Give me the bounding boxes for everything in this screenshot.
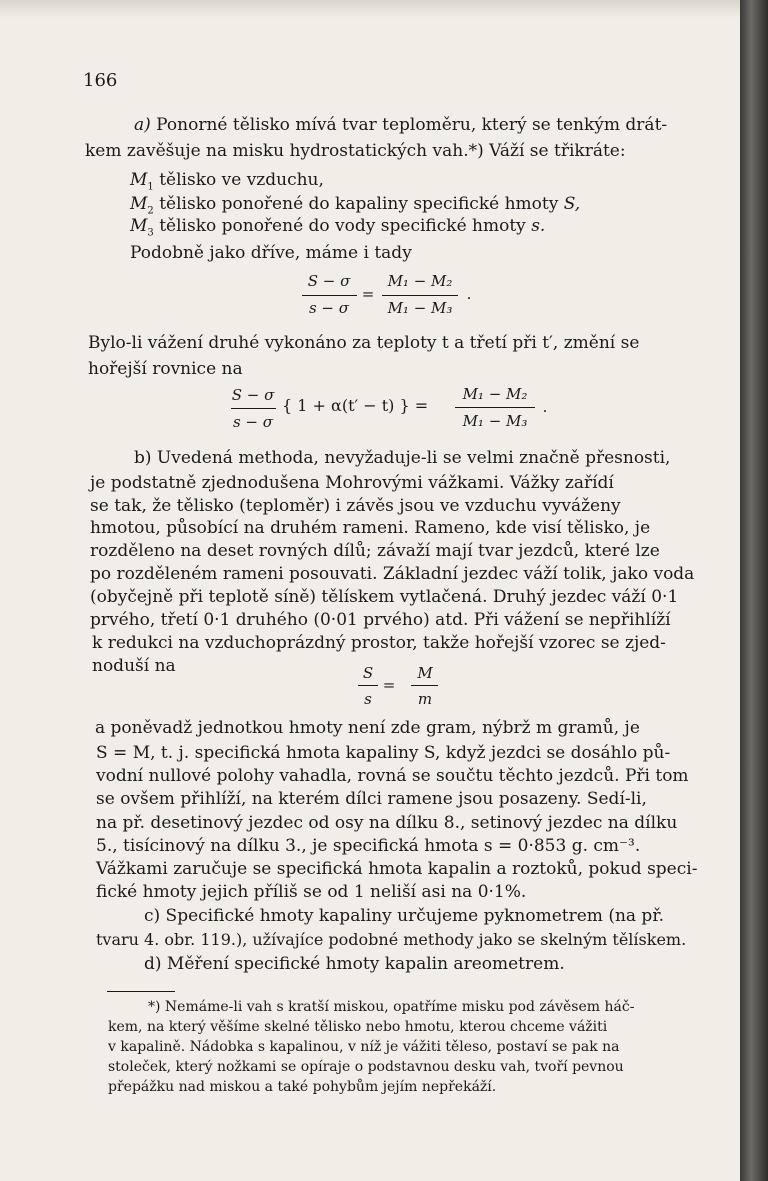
- para2-line-1: Bylo-li vážení druhé vykonáno za teploty t a třetí při t′, změní se: [88, 333, 640, 353]
- para-b-line-2: je podstatně zjednodušena Mohrovými vážkami. Vážky zařídí: [90, 473, 614, 493]
- footnote-rule: [107, 991, 175, 992]
- eq1-period: .: [466, 285, 472, 303]
- eq2-left-numerator: S − σ: [231, 386, 275, 404]
- measurement-m3: $M_3$ tělisko ponořené do vody specifické hmoty s.: [130, 216, 546, 239]
- eq1-right-numerator: M₁ − M₂: [387, 272, 453, 290]
- para-c1-line-3: vodní nullové polohy vahadla, rovná se součtu těchto jezdců. Při tom: [96, 766, 689, 786]
- eq3-right-numerator: M: [417, 664, 433, 682]
- para-c-line-1: c) Specifické hmoty kapaliny určujeme pyknometrem (na př.: [144, 906, 664, 926]
- para-c1-line-2: S = M, t. j. specifická hmota kapaliny S, když jezdci se dosáhlo pů-: [96, 743, 671, 763]
- page-edge-shadow: [740, 0, 768, 1181]
- eq1-right-bar: [382, 295, 458, 296]
- para-b-line-9: k redukci na vzduchoprázdný prostor, takže hořejší vzorec se zjed-: [92, 633, 666, 653]
- footnote-line-4: stoleček, který nožkami se opírajе o podstavnou desku vah, tvoří pevnou: [108, 1059, 624, 1075]
- para-b-line-4: hmotou, působící na druhém rameni. Rameno, kde visí tělisko, je: [90, 518, 651, 538]
- intro-line: Podobně jako dříve, máme i tady: [130, 243, 412, 263]
- eq3-left-denominator: s: [364, 690, 372, 708]
- para-a-line-1: a) Ponorné tělisko mívá tvar teploměru, který se tenkým drát-: [134, 115, 668, 135]
- footnote-line-1: *) Nemáme-li vah s kratší miskou, opatříme misku pod závěsem háč-: [148, 999, 635, 1015]
- page-top-shadow: [0, 0, 740, 18]
- para-c1-line-4: se ovšem přihlíží, na kterém dílci ramene jsou posazeny. Sedí-li,: [96, 789, 647, 809]
- eq2-right-denominator: M₁ − M₃: [462, 412, 528, 430]
- page-number: 166: [83, 70, 118, 91]
- para-c1-line-5: na př. desetinový jezdec od osy na dílku 8., setinový jezdec na dílku: [96, 813, 678, 833]
- para-b-line-6: po rozděleném rameni posouvati. Základní jezdec váží tolik, jako voda: [90, 564, 695, 584]
- eq2-left-bar: [231, 408, 276, 409]
- para-c1-line-6: 5., tisícinový na dílku 3., je specifická hmota s = 0·853 g. cm⁻³.: [96, 836, 641, 856]
- para-b-line-5: rozděleno na deset rovných dílů; závaží mají tvar jezdců, které lze: [90, 541, 660, 561]
- eq2-right-bar: [455, 407, 535, 408]
- eq1-equals: =: [361, 285, 375, 303]
- para-b-line-7: (obyčejně při teplotě síně) tělískem vytlačená. Druhý jezdec váží 0·1: [90, 587, 679, 607]
- para2-line-2: hořejší rovnice na: [88, 359, 243, 379]
- eq3-right-bar: [411, 685, 438, 686]
- para-d-line: d) Měření specifické hmoty kapalin areometrem.: [144, 954, 565, 974]
- eq3-left-numerator: S: [362, 664, 374, 682]
- measurement-m2: $M_2$ tělisko ponořené do kapaliny specifické hmoty S,: [130, 194, 581, 217]
- para-b-line-3: se tak, že tělisko (teploměr) i závěs jsou ve vzduchu vyváženy: [90, 496, 621, 516]
- para-b-line-8: prvého, třetí 0·1 druhého (0·01 prvého) atd. Při vážení se nepřihlíží: [90, 610, 671, 630]
- eq3-left-bar: [358, 685, 378, 686]
- eq2-left-denominator: s − σ: [232, 413, 274, 431]
- footnote-line-3: v kapalině. Nádobka s kapalinou, v níž je vážiti těleso, postaví se pak na: [108, 1039, 620, 1055]
- para-c1-line-1: a poněvadž jednotkou hmoty není zde gram, nýbrž m gramů, je: [95, 718, 640, 738]
- para-b-line-10: noduší na: [92, 656, 176, 676]
- eq3-equals: =: [382, 676, 396, 694]
- footnote-line-5: přepážku nad miskou a také pohybům jejím nepřekáží.: [108, 1079, 497, 1095]
- eq3-right-denominator: m: [417, 690, 433, 708]
- eq2-period: .: [542, 398, 548, 416]
- eq1-right-denominator: M₁ − M₃: [387, 299, 453, 317]
- eq2-right-numerator: M₁ − M₂: [462, 385, 528, 403]
- para-a-line-2: kem zavěšuje na misku hydrostatických vah.*) Váží se třikráte:: [85, 141, 626, 161]
- para-b-line-1: b) Uvedená methoda, nevyžaduje-li se velmi značně přesnosti,: [134, 448, 671, 468]
- eq2-middle-term: { 1 + α(t′ − t) } =: [282, 396, 429, 415]
- footnote-line-2: kem, na který věšíme skelné tělisko nebo hmotu, kterou chceme vážiti: [108, 1019, 608, 1035]
- eq1-left-numerator: S − σ: [307, 272, 351, 290]
- para-c-line-2: tvaru 4. obr. 119.), užívajíce podobné methody jako se skelným tělískem.: [96, 930, 687, 949]
- para-c1-line-8: fické hmoty jejich příliš se od 1 neliší asi na 0·1%.: [96, 882, 527, 902]
- para-c1-line-7: Vážkami zaručuje se specifická hmota kapalin a roztoků, pokud speci-: [96, 859, 698, 879]
- measurement-m1: $M_1$ tělisko ve vzduchu,: [130, 170, 324, 193]
- eq1-left-denominator: s − σ: [308, 299, 350, 317]
- eq1-left-bar: [302, 295, 357, 296]
